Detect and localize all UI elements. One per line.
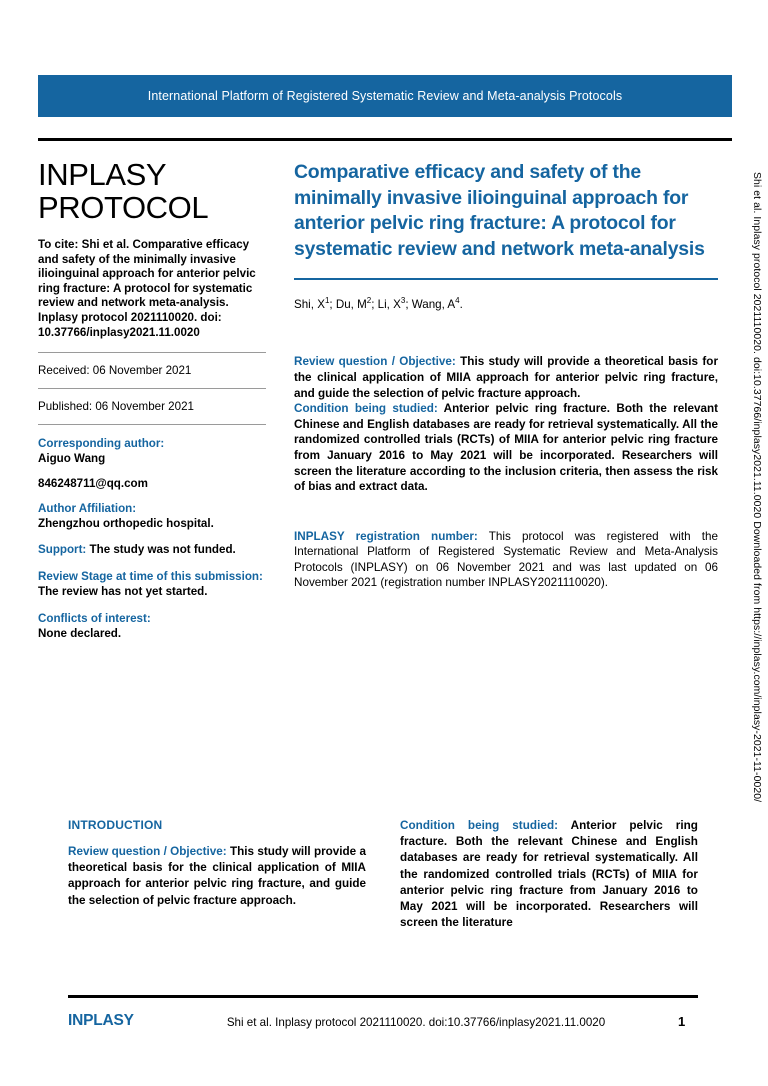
corresponding-author-label: Corresponding author:: [38, 437, 165, 451]
body-paragraph-condition: [400, 818, 698, 931]
citation-text: To cite: Shi et al. Comparative efficacy and safety of the minimally invasive ilioinguinal approach for anterior pelvic ring fracture: A protocol for systematic review and network meta-analysis. Inplasy protocol 2021110020. doi: 10.37766/inplasy2021.11.0020: [38, 238, 256, 339]
author-list: [294, 294, 718, 313]
author-affiliation-label: Author Affiliation:: [38, 501, 137, 515]
review-stage-value: The review has not yet started.: [38, 584, 208, 598]
left-sidebar-column: [38, 158, 266, 641]
abstract-block: [294, 354, 718, 494]
article-header-column: [294, 160, 718, 591]
registration-block: [294, 529, 718, 591]
conflicts-value: None declared.: [38, 626, 122, 640]
conflicts-block: [38, 612, 266, 642]
footer-divider: [68, 995, 698, 998]
journal-logo-line1: INPLASY: [38, 157, 167, 192]
journal-logo-line2: PROTOCOL: [38, 190, 209, 225]
received-date: Received: 06 November 2021: [38, 364, 192, 378]
article-title: Comparative efficacy and safety of the minimally invasive ilioinguinal approach for anterior pelvic ring fracture: A protocol for systematic review and network meta-analysis: [294, 161, 705, 260]
journal-logo: [38, 158, 266, 224]
footer-citation: Shi et al. Inplasy protocol 2021110020. doi:10.37766/inplasy2021.11.0020: [226, 1016, 606, 1029]
support-value: The study was not funded.: [89, 543, 236, 557]
review-stage-label: Review Stage at time of this submission:: [38, 570, 263, 584]
conflicts-label: Conflicts of interest:: [38, 611, 151, 625]
support-block: [38, 543, 266, 558]
divider-above-dates: [38, 352, 266, 353]
published-date: Published: 06 November 2021: [38, 400, 194, 414]
title-divider: [294, 278, 718, 280]
abstract-paragraph-2: [294, 401, 718, 495]
body-text-review-question: This study will provide a theoretical basis for the clinical application of MIIA approach for anterior pelvic ring fracture, and guide the selection of pelvic fracture approach.: [68, 845, 366, 907]
author-affiliation-block: [38, 502, 266, 532]
body-label-review-question: Review question / Objective:: [68, 845, 227, 858]
platform-banner: [38, 75, 732, 117]
footer-brand: INPLASY: [68, 1012, 134, 1029]
registration-label: INPLASY registration number:: [294, 529, 478, 543]
divider-below-dates: [38, 424, 266, 425]
body-label-condition: Condition being studied:: [400, 819, 559, 832]
platform-banner-text: International Platform of Registered Systematic Review and Meta-analysis Protocols: [147, 89, 623, 103]
abstract-label-review-question: Review question / Objective:: [294, 355, 456, 369]
author-list-text: Shi, $X^1$; Du, $M^2$; Li, $X^3$; Wang, $A^4$.: [294, 296, 463, 312]
body-column-left: [68, 818, 366, 909]
section-heading-introduction: INTRODUCTION: [68, 818, 163, 832]
corresponding-author-email[interactable]: 846248711@qq.com: [38, 476, 148, 490]
support-label: Support:: [38, 543, 87, 557]
author-affiliation-value: Zhengzhou orthopedic hospital.: [38, 516, 214, 530]
header-divider: [38, 138, 732, 141]
body-column-right: [400, 818, 698, 931]
corresponding-author-block: [38, 437, 266, 467]
abstract-paragraph-1: [294, 354, 718, 401]
body-text-condition: Anterior pelvic ring fracture. Both the relevant Chinese and English databases are ready for retrieval systematically. All the randomized controlled trials (RCTs) of MIIA for anterior pelvic ring fracture from January 2016 to May 2021 will be incorporated. Researchers will screen the literature: [400, 819, 698, 930]
abstract-text-condition: Anterior pelvic ring fracture. Both the relevant Chinese and English databases are ready for retrieval systematically. All the randomized controlled trials (RCTs) of MIIA for anterior pelvic ring fracture from January 2016 to May 2021 will be incorporated. Researchers will screen the literature according to the inclusion criteria, then assess the risk of bias and extract data.: [294, 402, 718, 494]
abstract-text-review-question: This study will provide a theoretical basis for the clinical application of MIIA approach for anterior pelvic ring fracture, and guide the selection of pelvic fracture approach.: [294, 355, 718, 400]
registration-text: This protocol was registered with the International Platform of Registered Systematic Review and Meta-Analysis Protocols (INPLASY) on 06 November 2021 and was last updated on 06 November 2021 (registration number INPLASY2021110020).: [294, 529, 718, 590]
review-stage-block: [38, 570, 266, 600]
abstract-label-condition: Condition being studied:: [294, 402, 438, 416]
vertical-download-notice: Shi et al. Inplasy protocol 2021110020. doi:10.37766/inplasy2021.11.0020 Downloaded from https://inplasy.com/inplasy-2021-11-0020/: [751, 172, 762, 803]
divider-between-dates: [38, 388, 266, 389]
page-number: 1: [678, 1014, 686, 1029]
corresponding-author-name: Aiguo Wang: [38, 451, 106, 465]
body-paragraph-review-question: [68, 844, 366, 909]
